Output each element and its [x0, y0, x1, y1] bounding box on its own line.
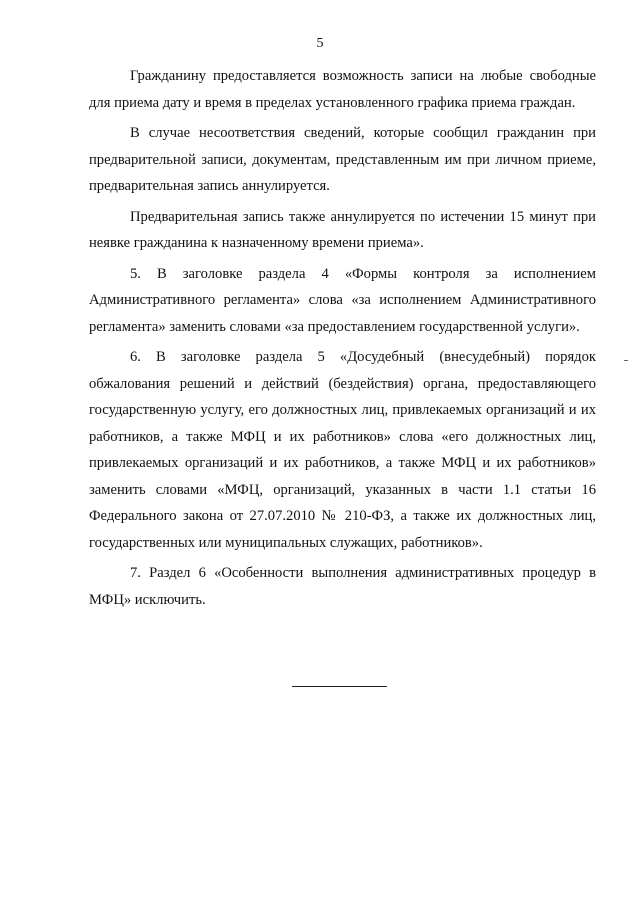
margin-scan-mark	[624, 360, 628, 361]
document-body	[89, 63, 596, 617]
paragraph-item-5: 5. В заголовке раздела 4 «Формы контроля за исполнением Административного регламента» слова «за исполнением Административного регламента» заменить словами «за предоставлением государственной услуги».	[89, 265, 596, 335]
end-of-text-rule	[292, 686, 387, 687]
paragraph-appointment-any-time: Гражданину предоставляется возможность записи на любые свободные для приема дату и время в пределах установленного графика приема граждан.	[89, 68, 596, 111]
paragraph-item-6: 6. В заголовке раздела 5 «Досудебный (внесудебный) порядок обжалования решений и действий (бездействия) органа, предоставляющего государственную услугу, его должностных лиц, привлекаемых организаций и их работников, а также МФЦ и их работников» слова «его должностных лиц, привлекаемых организаций и их работников, а также МФЦ и их работников» заменить словами «МФЦ, организаций, указанных в части 1.1 статьи 16 Федерального закона от 27.07.2010 № 210-ФЗ, а также их должностных лиц, государственных или муниципальных служащих, работников».	[89, 349, 596, 551]
paragraph-appointment-no-show: Предварительная запись также аннулируется по истечении 15 минут при неявке гражданина к назначенному времени приема».	[89, 208, 596, 251]
paragraph-item-7: 7. Раздел 6 «Особенности выполнения административных процедур в МФЦ» исключить.	[89, 565, 596, 608]
paragraph-appointment-mismatch: В случае несоответствия сведений, которые сообщил гражданин при предварительной записи, документам, представленным им при личном приеме, предварительная запись аннулируется.	[89, 125, 596, 194]
page-number: 5	[316, 36, 324, 51]
